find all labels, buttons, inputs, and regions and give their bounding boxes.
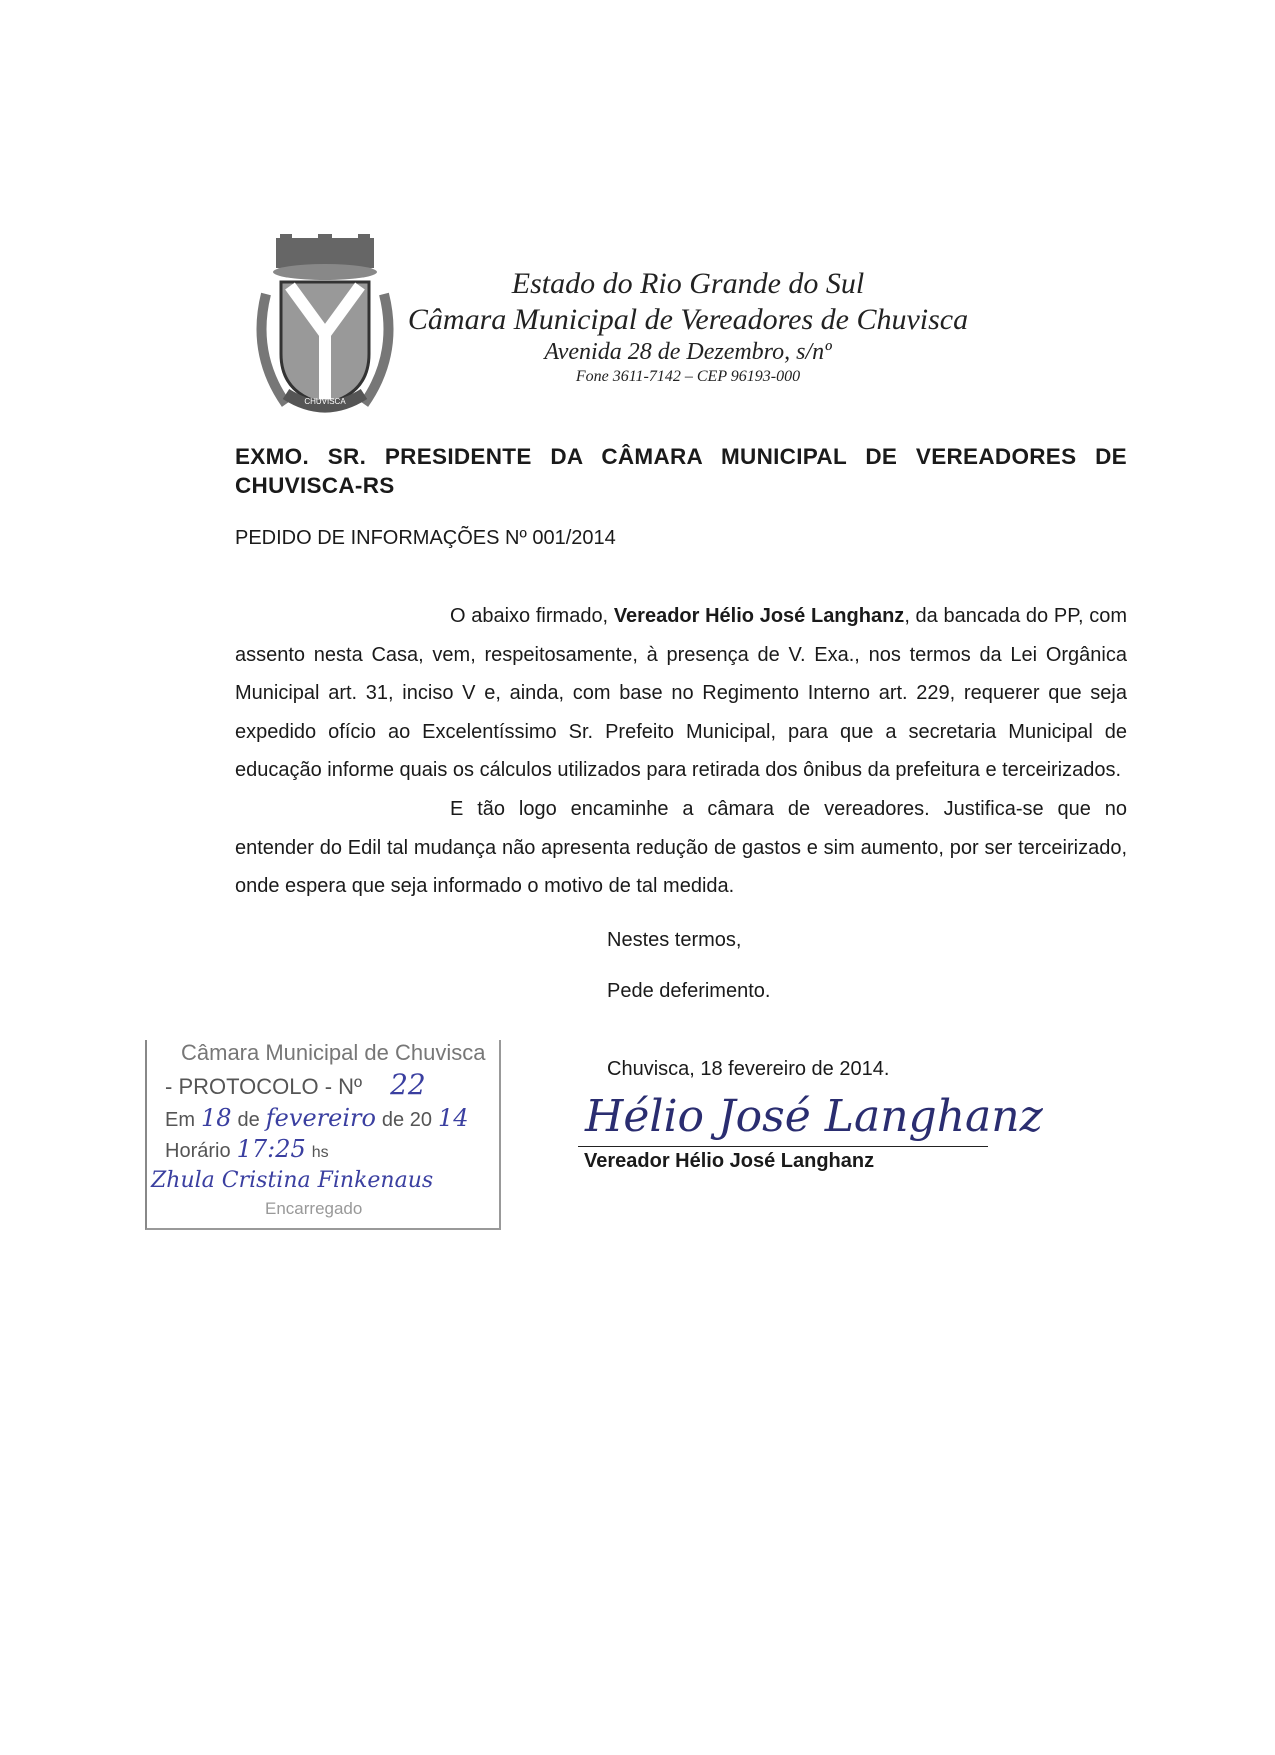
stamp-clerk-signature: Zhula Cristina Finkenaus bbox=[151, 1167, 434, 1193]
stamp-de20-label: de 20 bbox=[381, 1108, 432, 1131]
letterhead-chamber: Câmara Municipal de Vereadores de Chuvisca bbox=[407, 303, 969, 336]
request-number: PEDIDO DE INFORMAÇÕES Nº 001/2014 bbox=[235, 527, 616, 549]
letterhead-address: Avenida 28 de Dezembro, s/nº bbox=[544, 339, 832, 365]
stamp-chamber: Câmara Municipal de Chuvisca bbox=[181, 1040, 486, 1065]
signature-line bbox=[578, 1146, 988, 1147]
stamp-day: 18 bbox=[201, 1103, 232, 1132]
closing-line-2: Pede deferimento. bbox=[607, 979, 771, 1002]
stamp-horario-label: Horário bbox=[165, 1139, 231, 1162]
place-date: Chuvisca, 18 fevereiro de 2014. bbox=[607, 1057, 890, 1080]
stamp-de-label: de bbox=[237, 1108, 260, 1131]
addressee-heading: EXMO. SR. PRESIDENTE DA CÂMARA MUNICIPAL DE VEREADORES DE CHUVISCA-RS bbox=[235, 444, 1127, 498]
letter-body bbox=[235, 597, 1127, 906]
stamp-protocol-label: - PROTOCOLO - Nº bbox=[165, 1074, 363, 1099]
letterhead-contact: Fone 3611-7142 – CEP 96193-000 bbox=[575, 367, 801, 385]
stamp-em-label: Em bbox=[165, 1108, 195, 1131]
paragraph-2: E tão logo encaminhe a câmara de vereadores. Justifica-se que no entender do Edil tal mudança não apresenta redução de gastos e sim aumento, por ser terceirizado, onde espera que seja informado o motivo de tal medida. bbox=[235, 797, 1127, 898]
protocol-stamp bbox=[145, 1040, 501, 1230]
stamp-time: 17:25 bbox=[236, 1134, 306, 1163]
stamp-year: 14 bbox=[437, 1103, 469, 1132]
handwritten-signature: Hélio José Langhanz bbox=[585, 1090, 1043, 1142]
letterhead-state: Estado do Rio Grande do Sul bbox=[511, 267, 865, 300]
stamp-encarregado-label: Encarregado bbox=[265, 1198, 363, 1218]
closing-block bbox=[584, 928, 1127, 1173]
paragraph-1: O abaixo firmado, Vereador Hélio José Langhanz, da bancada do PP, com assento nesta Casa, vem, respeitosamente, à presença de V. Exa., nos termos da Lei Orgânica Municipal art. 31, inciso V e, ainda, com base no Regimento Interno art. 229, requerer que seja expedido ofício ao Excelentíssimo Sr. Prefeito Municipal, para que a secretaria Municipal de educação informe quais os cálculos utilizados para retirada dos ônibus da prefeitura e terceirizados. bbox=[235, 605, 1127, 782]
stamp-hs-label: hs bbox=[311, 1143, 329, 1161]
stamp-protocol-number: 22 bbox=[390, 1068, 426, 1101]
signer-name: Vereador Hélio José Langhanz bbox=[584, 1149, 875, 1172]
letterhead bbox=[338, 266, 1038, 386]
councilman-name: Vereador Hélio José Langhanz bbox=[613, 605, 905, 627]
svg-text:CHUVISCA: CHUVISCA bbox=[304, 397, 346, 406]
closing-line-1: Nestes termos, bbox=[607, 928, 742, 951]
stamp-month: fevereiro bbox=[265, 1103, 376, 1132]
